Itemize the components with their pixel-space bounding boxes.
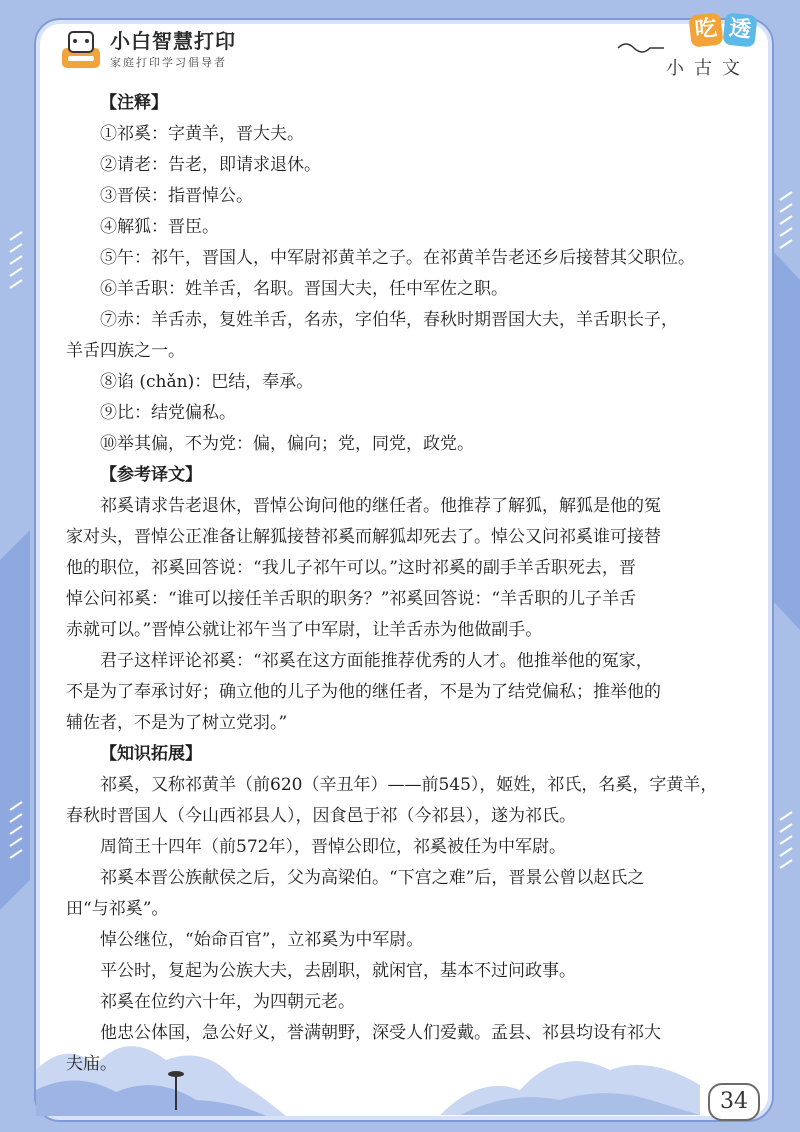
text-line: 家对头，晋悼公正准备让解狐接替祁奚而解狐却死去了。悼公又问祁奚谁可接替 (66, 527, 661, 547)
text-line: ④解狐：晋臣。 (100, 217, 219, 237)
text-line: 君子这样评论祁奚：“祁奚在这方面能推荐优秀的人才。他推举他的冤家， (100, 651, 653, 671)
brand-name: 小白智慧打印 (110, 29, 236, 53)
text-line: 羊舌四族之一。 (66, 341, 185, 361)
brand-tagline: 家庭打印学习倡导者 (110, 56, 227, 69)
text-line: 周简王十四年（前572年），晋悼公即位，祁奚被任为中军尉。 (100, 837, 566, 857)
text-line: 祁奚在位约六十年，为四朝元老。 (100, 992, 355, 1012)
text-line: 祁奚，又称祁黄羊（前620（辛丑年）——前545），姬姓，祁氏，名奚，字黄羊， (100, 775, 718, 795)
text-line: 平公时，复起为公族大夫，去剧职，就闲官，基本不过问政事。 (100, 961, 576, 981)
text-line: 祁奚请求告老退休，晋悼公询问他的继任者。他推荐了解狐，解狐是他的冤 (100, 496, 661, 516)
frame-hatch-decoration (8, 230, 24, 310)
text-line: 悼公问祁奚：“谁可以接任羊舌职的职务？”祁奚回答说：“羊舌职的儿子羊舌 (66, 589, 637, 609)
text-line: ③晋侯：指晋悼公。 (100, 186, 253, 206)
text-line: 田“与祁奚”。 (66, 899, 169, 919)
section-heading: 【知识拓展】 (100, 744, 202, 764)
frame-hatch-decoration (8, 800, 24, 880)
text-line: ⑩举其偏，不为党：偏，偏向；党，同党，政党。 (100, 434, 474, 454)
text-line: 他的职位，祁奚回答说：“我儿子祁午可以。”这时祁奚的副手羊舌职死去，晋 (66, 558, 636, 578)
text-line: ②请老：告老，即请求退休。 (100, 155, 321, 175)
frame-hatch-decoration (778, 810, 794, 890)
text-line: 春秋时晋国人（今山西祁县人），因食邑于祁（今祁县），遂为祁氏。 (66, 806, 576, 826)
text-line: ⑥羊舌职：姓羊舌，名职。晋国大夫，任中军佐之职。 (100, 279, 508, 299)
series-logo (616, 14, 756, 78)
text-line: 辅佐者，不是为了树立党羽。” (66, 713, 288, 733)
series-badge-tou: 透 (722, 12, 757, 47)
brand-header (58, 28, 236, 72)
text-line: ⑨比：结党偏私。 (100, 403, 236, 423)
section-heading: 【注释】 (100, 93, 168, 113)
article-body (66, 88, 760, 1080)
cloud-swirl-icon (616, 40, 666, 56)
section-heading: 【参考译文】 (100, 465, 202, 485)
text-line: 夫庙。 (66, 1054, 117, 1074)
page-number: 34 (708, 1083, 760, 1121)
frame-hatch-decoration (778, 190, 794, 270)
text-line: 悼公继位，“始命百官”，立祁奚为中军尉。 (100, 930, 424, 950)
text-line: 赤就可以。”晋悼公就让祁午当了中军尉，让羊舌赤为他做副手。 (66, 620, 543, 640)
series-label: 小古文 (666, 58, 750, 79)
text-line: ⑧谄 (chǎn)：巴结，奉承。 (100, 372, 314, 392)
text-line: ⑦赤：羊舌赤，复姓羊舌，名赤，字伯华，春秋时期晋国大夫，羊舌职长子， (100, 310, 678, 330)
series-badge-chi: 吃 (688, 12, 723, 47)
text-line: ⑤午：祁午，晋国人，中军尉祁黄羊之子。在祁黄羊告老还乡后接替其父职位。 (100, 248, 695, 268)
text-line: ①祁奚：字黄羊，晋大夫。 (100, 124, 304, 144)
text-line: 祁奚本晋公族献侯之后，父为高梁伯。“下宫之难”后，晋景公曾以赵氏之 (100, 868, 645, 888)
printer-mascot-logo (58, 28, 104, 72)
text-line: 他忠公体国，急公好义，誉满朝野，深受人们爱戴。孟县、祁县均设有祁大 (100, 1023, 661, 1043)
text-line: 不是为了奉承讨好；确立他的儿子为他的继任者，不是为了结党偏私；推举他的 (66, 682, 661, 702)
